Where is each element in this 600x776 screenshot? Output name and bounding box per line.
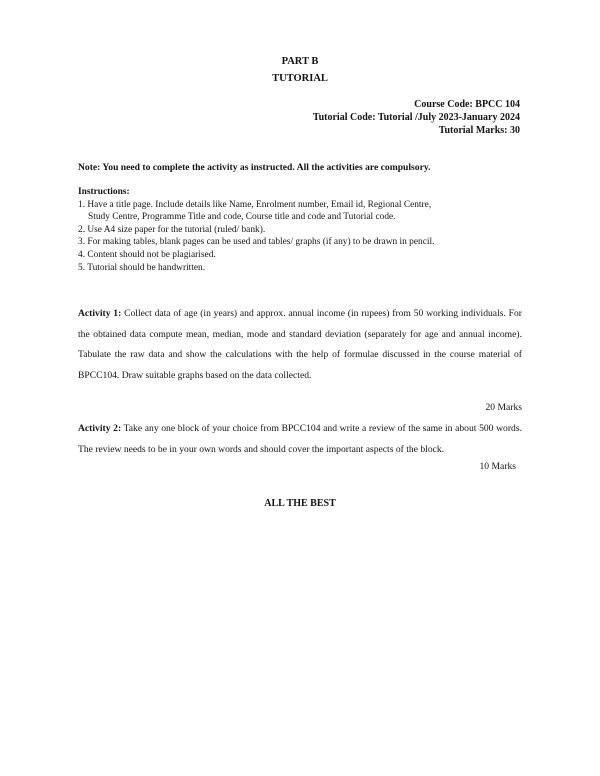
activity-2-label: Activity 2: <box>78 423 122 434</box>
instructions-heading: Instructions: <box>78 187 130 197</box>
activity-1-label: Activity 1: <box>78 308 122 319</box>
instructions-block <box>78 186 538 274</box>
activity-2-text: Take any one block of your choice from BPCC104 and write a review of the same in about 500 words. The review needs to be in your own words and should cover the important aspects of the block. <box>78 423 522 455</box>
tutorial-title: TUTORIAL <box>272 73 328 84</box>
instruction-item: 1. Have a title page. Include details like Name, Enrolment number, Email id, Regional Centre, <box>78 199 432 210</box>
part-heading: PART B <box>281 56 319 67</box>
tutorial-marks: Tutorial Marks: 30 <box>438 125 520 136</box>
course-code: Course Code: BPCC 104 <box>414 99 520 110</box>
activity-1 <box>78 304 522 386</box>
activity-2-marks: 10 Marks <box>479 461 516 472</box>
tutorial-code: Tutorial Code: Tutorial /July 2023-January 2024 <box>312 112 520 123</box>
instruction-item: 3. For making tables, blank pages can be used and tables/ graphs (if any) to be drawn in pencil. <box>78 237 435 248</box>
instruction-item: 5. Tutorial should be handwritten. <box>78 262 206 273</box>
instruction-item: 2. Use A4 size paper for the tutorial (ruled/ bank). <box>78 224 266 235</box>
activity-1-text: Collect data of age (in years) and approx. annual income (in rupees) from 50 working individuals. For the obtained data compute mean, median, mode and standard deviation (separately for age and annual income). Tabulate the raw data and show the calculations with the help of formulae discussed in the course material of BPCC104. Draw suitable graphs based on the data collected. <box>78 308 522 381</box>
activity-1-marks: 20 Marks <box>485 402 522 413</box>
activity-2 <box>78 419 522 460</box>
instruction-item-continuation: Study Centre, Programme Title and code, Course title and code and Tutorial code. <box>88 212 396 223</box>
instruction-item: 4. Content should not be plagiarised. <box>78 249 216 260</box>
course-codes-block <box>313 98 520 137</box>
note-text: Note: You need to complete the activity as instructed. All the activities are compulsory. <box>78 162 431 173</box>
closing-text: ALL THE BEST <box>264 498 336 509</box>
